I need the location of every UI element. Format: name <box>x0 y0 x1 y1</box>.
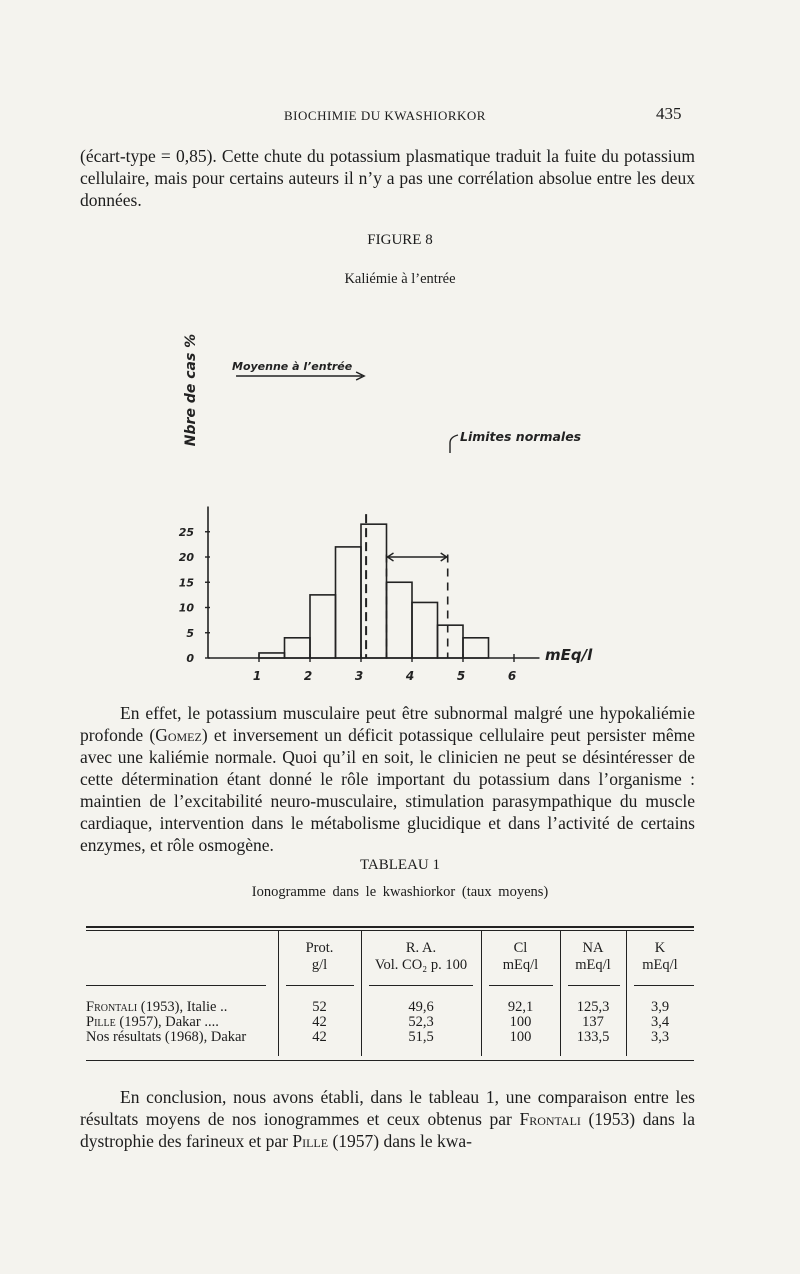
histogram-bar <box>463 638 489 658</box>
table-cell: 3,9 <box>650 999 670 1015</box>
table-cell: 100 <box>509 1029 532 1045</box>
table-cell: 49,6 <box>408 999 434 1015</box>
y-tick-label: 10 <box>178 601 194 615</box>
histogram-chart <box>160 285 620 690</box>
table-cell: 52,3 <box>408 1014 434 1030</box>
table-cell: 42 <box>312 1029 327 1045</box>
column-header-line1: NA <box>582 940 604 956</box>
x-tick-label: 4 <box>405 669 415 683</box>
x-tick-label: 2 <box>303 669 313 683</box>
paragraph-2-text-b: ) et inversement un déficit potassique cellulaire peut persister même avec une kaliémie normale. Quoi qu’il en soit, le clinicien ne peut se désintéresser de cette détermination étant donné le rôle important du potassium dans l’organisme : maintien de l’excitabilité neuro-musculaire, stimulation parasympathique du muscle cardiaque, intervention dans le métabolisme glucidique et dans l’activité de certains enzymes, et rôle osmogène. <box>80 725 695 855</box>
row-author: Pille <box>86 1014 116 1030</box>
page-number: 435 <box>656 104 682 123</box>
normal-limits-annotation: Limites normales <box>460 429 582 444</box>
chart-reference-lines <box>236 372 458 658</box>
histogram-bar <box>412 602 438 658</box>
histogram-bar <box>259 653 285 658</box>
chart-ticks <box>179 526 516 683</box>
paragraph-3-text-a: En conclusion, nous avons établi, dans le tableau 1, une comparaison entre les résultats moyens de nos ionogrammes et ceux obtenus par <box>80 1087 695 1129</box>
table-row-label <box>86 1000 276 1015</box>
column-header-line2: g/l <box>311 957 328 973</box>
column-header-prot <box>278 940 361 974</box>
header-underline <box>489 985 553 986</box>
paragraph-3 <box>80 1086 695 1152</box>
column-header-line1: Prot. <box>305 940 334 956</box>
x-tick-label: 3 <box>354 669 364 683</box>
figure-title: FIGURE 8 <box>367 232 433 248</box>
paragraph-3-author-2: Pille <box>292 1131 329 1151</box>
column-header-na <box>560 940 626 974</box>
table-bottom-rule <box>86 1060 694 1061</box>
column-header-ra <box>361 940 481 974</box>
row-label-text: Nos résultats (1968), Dakar <box>86 1029 247 1045</box>
table-row-label <box>86 1030 276 1045</box>
table-top-rule <box>86 926 694 928</box>
table-cell: 42 <box>312 1014 327 1030</box>
column-header-line2: mEq/l <box>502 957 539 973</box>
chart-bars <box>259 524 489 658</box>
paragraph-3-text-b: (1953) dans la dystrophie des farineux et par <box>80 1109 695 1151</box>
histogram-bar <box>285 638 311 658</box>
y-tick-label: 25 <box>178 525 194 539</box>
header-underline <box>86 985 266 986</box>
x-tick-label: 6 <box>507 669 517 683</box>
y-tick-label: 5 <box>186 626 194 640</box>
table-cell: 92,1 <box>507 999 534 1015</box>
figure-caption: Kaliémie à l’entrée <box>344 271 456 287</box>
column-header-line1: K <box>654 940 666 956</box>
column-header-cl <box>481 940 560 974</box>
table-cell: 125,3 <box>576 999 610 1015</box>
histogram-bar <box>361 524 387 658</box>
chart-axes <box>208 507 540 659</box>
row-label-text: (1957), Dakar .... <box>115 1014 219 1030</box>
table-title: TABLEAU 1 <box>359 857 441 873</box>
column-header-line1: Cl <box>513 940 528 956</box>
column-header-line1: R. A. <box>405 940 437 956</box>
column-header-line2: mEq/l <box>642 957 678 973</box>
histogram-bar <box>387 582 413 658</box>
y-tick-label: 15 <box>178 576 194 590</box>
mean-annotation: Moyenne à l’entrée <box>232 360 353 373</box>
table-cell: 100 <box>509 1014 532 1030</box>
histogram-bar <box>310 595 336 658</box>
column-header-line2: mEq/l <box>575 957 611 973</box>
table-caption: Ionogramme dans le kwashiorkor (taux moyens) <box>251 884 549 900</box>
column-header-k <box>626 940 694 974</box>
table-cell: 133,5 <box>576 1029 610 1045</box>
histogram-bar <box>336 547 362 658</box>
normal-limit-pointer <box>450 435 458 453</box>
table-cell: 52 <box>312 999 327 1015</box>
x-tick-label: 1 <box>252 669 262 683</box>
histogram-bar <box>438 625 464 658</box>
paragraph-2 <box>80 702 695 856</box>
x-tick-label: 5 <box>456 669 466 683</box>
paragraph-1: (écart-type = 0,85). Cette chute du potassium plasmatique traduit la fuite du potassium cellulaire, mais pour certains auteurs il n’y a pas une corrélation absolue entre les deux données. <box>80 146 695 210</box>
y-axis-label: Nbre de cas % <box>183 333 199 447</box>
paragraph-3-text-c: (1957) dans le kwa- <box>328 1131 472 1151</box>
header-underline <box>369 985 473 986</box>
table-cell: 3,3 <box>650 1029 670 1045</box>
row-label-text: (1953), Italie .. <box>137 999 228 1015</box>
table-row-label <box>86 1015 276 1030</box>
header-underline <box>634 985 694 986</box>
paragraph-2-text-a: En effet, le potassium musculaire peut être subnormal malgré une hypokaliémie profonde ( <box>80 703 695 745</box>
paragraph-2-author: Gomez <box>155 725 202 745</box>
table-cell: 51,5 <box>408 1029 434 1045</box>
paragraph-3-author-1: Frontali <box>519 1109 581 1129</box>
table-cell: 137 <box>582 1014 604 1030</box>
row-author: Frontali <box>86 999 138 1015</box>
column-header-line2: Vol. CO₂ p. 100 <box>374 957 468 973</box>
header-underline <box>568 985 620 986</box>
y-tick-label: 0 <box>186 652 194 665</box>
x-axis-label: mEq/l <box>545 646 593 664</box>
header-underline <box>286 985 354 986</box>
running-header: BIOCHIMIE DU KWASHIORKOR <box>284 108 486 123</box>
table-top-rule-thin <box>86 930 694 931</box>
y-tick-label: 20 <box>178 551 194 564</box>
table-cell: 3,4 <box>650 1014 670 1030</box>
